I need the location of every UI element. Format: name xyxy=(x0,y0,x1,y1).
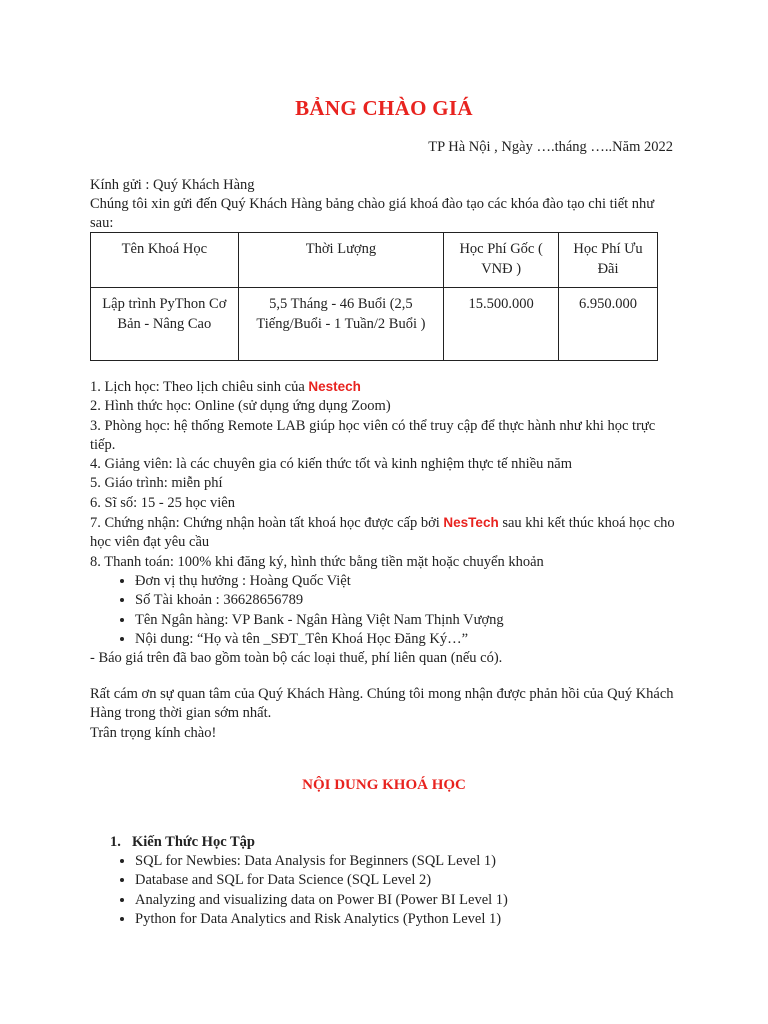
term-schedule-text: 1. Lịch học: Theo lịch chiêu sinh của xyxy=(90,379,309,395)
term-schedule xyxy=(90,377,680,397)
term-instructor: 4. Giảng viên: là các chuyên gia có kiến thức tốt và kinh nghiệm thực tế nhiều năm xyxy=(90,456,572,473)
payment-details-list xyxy=(90,572,680,649)
closing-thanks: Rất cám ơn sự quan tâm của Quý Khách Hàng. Chúng tôi mong nhận được phản hồi của Quý Khách Hàng trong thời gian sớm nhất. xyxy=(90,686,674,722)
list-item: • Database and SQL for Data Science (SQL Level 2) xyxy=(135,871,690,890)
terms-block xyxy=(90,377,680,668)
header-discount-fee: Học Phí Ưu Đãi xyxy=(559,233,658,288)
course-heading xyxy=(110,832,690,852)
closing-regards: Trân trọng kính chào! xyxy=(90,724,217,741)
course-list xyxy=(90,852,690,929)
term-certificate xyxy=(90,513,680,553)
term-class-size: 6. Sĩ số: 15 - 25 học viên xyxy=(90,494,235,511)
term-payment: 8. Thanh toán: 100% khi đăng ký, hình thức bằng tiền mặt hoặc chuyển khoản xyxy=(90,553,544,570)
tax-note: - Báo giá trên đã bao gồm toàn bộ các loại thuế, phí liên quan (nếu có). xyxy=(90,650,503,667)
table-row xyxy=(91,288,658,361)
greeting: Kính gửi : Quý Khách Hàng xyxy=(90,177,255,193)
list-item: • Python for Data Analytics and Risk Analytics (Python Level 1) xyxy=(135,910,690,929)
closing-block xyxy=(90,685,680,743)
brand-nestech: Nestech xyxy=(308,379,361,394)
header-duration: Thời Lượng xyxy=(238,233,444,288)
intro-text: Chúng tôi xin gửi đến Quý Khách Hàng bảng chào giá khoá đào tạo các khóa đào tạo chi tiết như sau: xyxy=(90,196,655,231)
cell-original-fee: 15.500.000 xyxy=(444,288,559,361)
term-certificate-text: 7. Chứng nhận: Chứng nhận hoàn tất khoá học được cấp bởi xyxy=(90,515,444,532)
table-header-row xyxy=(91,233,658,288)
course-content-block xyxy=(90,832,690,929)
list-item: • Tên Ngân hàng: VP Bank - Ngân Hàng Việt Nam Thịnh Vượng xyxy=(135,611,680,630)
brand-nestech-cert: NesTech xyxy=(443,515,499,531)
dateline: TP Hà Nội , Ngày ….tháng …..Năm 2022 xyxy=(428,139,673,155)
cell-discount-fee: 6.950.000 xyxy=(559,288,658,361)
price-table xyxy=(90,232,658,361)
cell-duration: 5,5 Tháng - 46 Buổi (2,5 Tiếng/Buổi - 1 Tuần/2 Buổi ) xyxy=(238,288,444,361)
list-item: • Analyzing and visualizing data on Power BI (Power BI Level 1) xyxy=(135,891,690,910)
course-heading-number: 1. xyxy=(110,834,121,850)
list-item: • Số Tài khoản : 36628656789 xyxy=(135,591,680,610)
list-item: • Đơn vị thụ hưởng : Hoàng Quốc Việt xyxy=(135,572,680,591)
term-certificate-suffix: sau khi kết thúc khoá học cho học viên đạt yêu cầu xyxy=(90,515,675,551)
document-title: BẢNG CHÀO GIÁ xyxy=(295,96,473,120)
list-item: • Nội dung: “Họ và tên _SĐT_Tên Khoá Học Đăng Ký…” xyxy=(135,630,680,649)
header-original-fee: Học Phí Gốc ( VNĐ ) xyxy=(444,233,559,288)
list-item: • SQL for Newbies: Data Analysis for Beginners (SQL Level 1) xyxy=(135,852,690,871)
term-format: 2. Hình thức học: Online (sử dụng ứng dụng Zoom) xyxy=(90,398,391,415)
intro-block xyxy=(90,176,680,233)
section-title: NỘI DUNG KHOÁ HỌC xyxy=(302,777,466,793)
term-materials: 5. Giáo trình: miễn phí xyxy=(90,475,223,492)
term-room: 3. Phòng học: hệ thống Remote LAB giúp học viên có thể truy cập để thực hành như khi học trực tiếp. xyxy=(90,417,656,453)
cell-course-name: Lập trình PyThon Cơ Bản - Nâng Cao xyxy=(91,288,239,361)
course-heading-text: Kiến Thức Học Tập xyxy=(132,834,255,850)
header-course-name: Tên Khoá Học xyxy=(91,233,239,288)
